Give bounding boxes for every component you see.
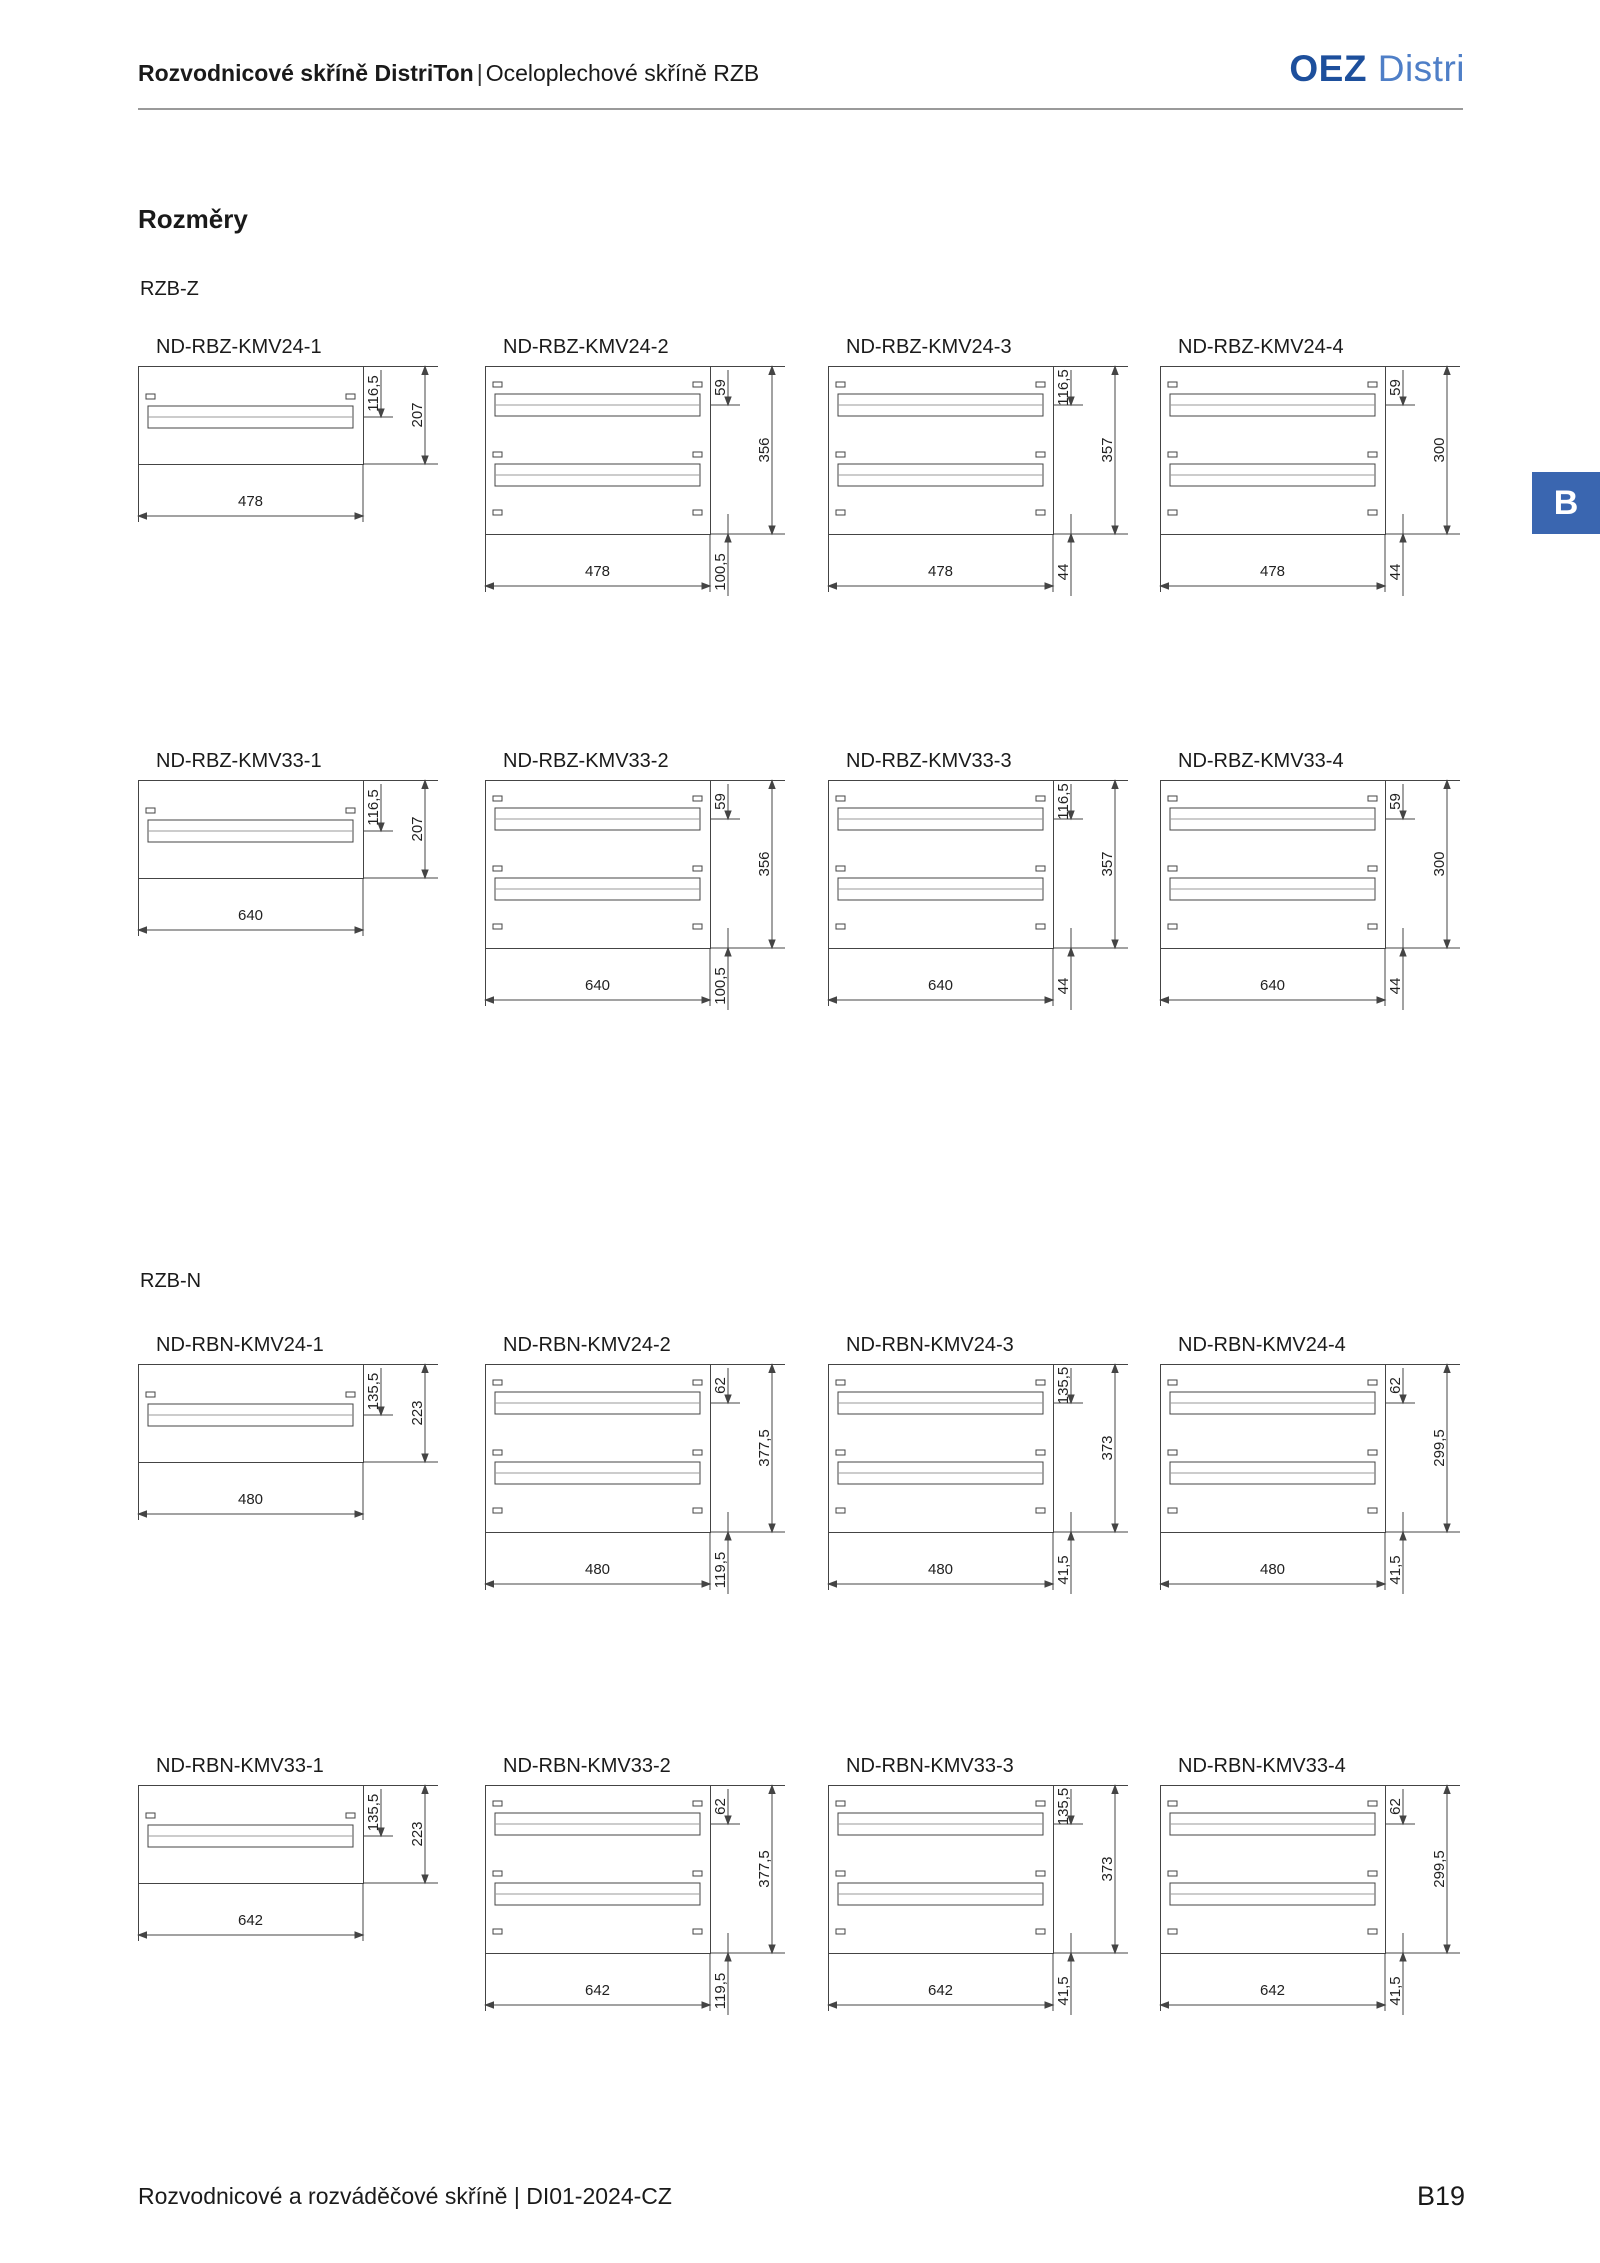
enclosure-outline — [139, 367, 364, 465]
drawing-svg — [828, 780, 1148, 1030]
height-dimension: 373 — [1099, 1856, 1116, 1882]
oez-distri-logo — [1289, 48, 1465, 90]
drawing-nd-rbn-kmv33-1 — [138, 1755, 458, 2055]
drawing-title: ND-RBZ-KMV24-1 — [156, 336, 322, 358]
enclosure-outline — [139, 1365, 364, 1463]
drawing-nd-rbz-kmv24-3 — [828, 336, 1148, 636]
height-dimension: 62 — [712, 1377, 729, 1394]
height-dimension: 59 — [1387, 793, 1404, 810]
height-dimension: 116,5 — [1055, 783, 1072, 820]
height-dimension: 41,5 — [1055, 1976, 1072, 2006]
height-dimension: 119,5 — [712, 1551, 729, 1589]
drawing-title: ND-RBN-KMV33-1 — [156, 1755, 324, 1777]
drawing-title: ND-RBZ-KMV24-4 — [1178, 336, 1344, 358]
drawing-svg — [485, 366, 805, 616]
drawing-svg — [138, 1364, 458, 1614]
drawing-nd-rbn-kmv33-2 — [485, 1755, 805, 2055]
height-dimension: 41,5 — [1387, 1976, 1404, 2006]
width-dimension: 478 — [237, 493, 264, 510]
drawing-nd-rbn-kmv24-2 — [485, 1334, 805, 1634]
height-dimension: 300 — [1431, 437, 1448, 463]
enclosure-outline — [1161, 367, 1386, 535]
drawing-svg — [828, 1364, 1148, 1614]
header-separator: | — [476, 60, 483, 86]
height-dimension: 44 — [1387, 977, 1404, 995]
height-dimension: 44 — [1055, 563, 1072, 581]
height-dimension: 207 — [409, 816, 426, 842]
page-heading: Rozměry — [138, 204, 248, 234]
height-dimension: 299,5 — [1431, 1429, 1448, 1467]
enclosure-outline — [829, 1365, 1054, 1533]
height-dimension: 59 — [712, 793, 729, 810]
height-dimension: 356 — [756, 437, 773, 463]
drawing-nd-rbz-kmv33-3 — [828, 750, 1148, 1050]
width-dimension: 640 — [584, 977, 611, 994]
enclosure-outline — [486, 1786, 711, 1954]
drawing-nd-rbz-kmv33-2 — [485, 750, 805, 1050]
header-subtitle: Oceloplechové skříně RZB — [485, 60, 760, 86]
drawing-nd-rbn-kmv24-4 — [1160, 1334, 1480, 1634]
height-dimension: 44 — [1387, 563, 1404, 581]
height-dimension: 59 — [1387, 379, 1404, 396]
drawing-svg — [828, 1785, 1148, 2035]
height-dimension: 223 — [409, 1400, 426, 1426]
height-dimension: 116,5 — [365, 375, 382, 412]
footer-text: Rozvodnicové a rozváděčové skříně | DI01-2024-CZ — [138, 2183, 672, 2209]
drawing-title: ND-RBN-KMV24-3 — [846, 1334, 1014, 1356]
drawing-title: ND-RBZ-KMV33-1 — [156, 750, 322, 772]
enclosure-outline — [486, 367, 711, 535]
width-dimension: 478 — [927, 563, 954, 580]
drawing-nd-rbn-kmv33-3 — [828, 1755, 1148, 2055]
enclosure-outline — [486, 781, 711, 949]
enclosure-outline — [139, 1786, 364, 1884]
height-dimension: 373 — [1099, 1435, 1116, 1461]
drawing-nd-rbz-kmv24-2 — [485, 336, 805, 636]
logo-oez: OEZ — [1289, 48, 1367, 89]
height-dimension: 62 — [712, 1798, 729, 1815]
width-dimension: 480 — [1259, 1561, 1286, 1578]
drawing-svg — [828, 366, 1148, 616]
drawing-svg — [1160, 1785, 1480, 2035]
height-dimension: 116,5 — [365, 789, 382, 826]
drawing-title: ND-RBN-KMV33-3 — [846, 1755, 1014, 1777]
drawing-nd-rbz-kmv33-1 — [138, 750, 458, 1050]
drawing-svg — [485, 1785, 805, 2035]
enclosure-outline — [829, 1786, 1054, 1954]
section-title-rzb-n: RZB-N — [140, 1270, 202, 1292]
drawing-nd-rbz-kmv24-4 — [1160, 336, 1480, 636]
width-dimension: 640 — [237, 907, 264, 924]
height-dimension: 119,5 — [712, 1972, 729, 2010]
height-dimension: 62 — [1387, 1377, 1404, 1394]
height-dimension: 357 — [1099, 851, 1116, 877]
enclosure-outline — [486, 1365, 711, 1533]
drawing-title: ND-RBZ-KMV33-4 — [1178, 750, 1344, 772]
drawing-svg — [138, 780, 458, 1030]
drawing-title: ND-RBZ-KMV33-2 — [503, 750, 669, 772]
drawing-svg — [1160, 780, 1480, 1030]
enclosure-outline — [829, 367, 1054, 535]
drawing-svg — [485, 780, 805, 1030]
width-dimension: 478 — [584, 563, 611, 580]
width-dimension: 642 — [584, 1982, 611, 1999]
enclosure-outline — [829, 781, 1054, 949]
drawing-title: ND-RBN-KMV24-4 — [1178, 1334, 1346, 1356]
height-dimension: 135,5 — [1055, 1366, 1072, 1405]
height-dimension: 357 — [1099, 437, 1116, 463]
height-dimension: 300 — [1431, 851, 1448, 877]
drawing-nd-rbn-kmv24-3 — [828, 1334, 1148, 1634]
drawing-nd-rbz-kmv33-4 — [1160, 750, 1480, 1050]
height-dimension: 135,5 — [365, 1372, 382, 1411]
drawing-nd-rbn-kmv24-1 — [138, 1334, 458, 1634]
running-header — [138, 60, 759, 87]
height-dimension: 116,5 — [1055, 369, 1072, 406]
section-title-rzb-z: RZB-Z — [140, 278, 199, 300]
drawing-svg — [138, 366, 458, 616]
height-dimension: 135,5 — [1055, 1787, 1072, 1826]
height-dimension: 223 — [409, 1821, 426, 1847]
width-dimension: 480 — [927, 1561, 954, 1578]
page-number: B19 — [1416, 2181, 1465, 2211]
width-dimension: 640 — [927, 977, 954, 994]
drawing-title: ND-RBZ-KMV24-2 — [503, 336, 669, 358]
logo-distri: Distri — [1377, 48, 1465, 89]
width-dimension: 642 — [237, 1912, 264, 1929]
drawing-title: ND-RBN-KMV33-4 — [1178, 1755, 1346, 1777]
height-dimension: 41,5 — [1387, 1555, 1404, 1585]
drawing-title: ND-RBN-KMV24-1 — [156, 1334, 324, 1356]
width-dimension: 640 — [1259, 977, 1286, 994]
width-dimension: 642 — [927, 1982, 954, 1999]
width-dimension: 480 — [237, 1491, 264, 1508]
width-dimension: 478 — [1259, 563, 1286, 580]
width-dimension: 642 — [1259, 1982, 1286, 1999]
drawing-title: ND-RBN-KMV24-2 — [503, 1334, 671, 1356]
enclosure-outline — [139, 781, 364, 879]
drawing-svg — [138, 1785, 458, 2035]
drawing-nd-rbn-kmv33-4 — [1160, 1755, 1480, 2055]
drawing-title: ND-RBN-KMV33-2 — [503, 1755, 671, 1777]
drawing-svg — [485, 1364, 805, 1614]
height-dimension: 100,5 — [712, 553, 729, 591]
enclosure-outline — [1161, 1365, 1386, 1533]
height-dimension: 377,5 — [756, 1850, 773, 1888]
drawing-nd-rbz-kmv24-1 — [138, 336, 458, 636]
height-dimension: 100,5 — [712, 967, 729, 1005]
header-rule — [138, 108, 1463, 110]
enclosure-outline — [1161, 1786, 1386, 1954]
height-dimension: 41,5 — [1055, 1555, 1072, 1585]
drawing-svg — [1160, 1364, 1480, 1614]
drawing-title: ND-RBZ-KMV24-3 — [846, 336, 1012, 358]
height-dimension: 299,5 — [1431, 1850, 1448, 1888]
height-dimension: 59 — [712, 379, 729, 396]
width-dimension: 480 — [584, 1561, 611, 1578]
height-dimension: 135,5 — [365, 1793, 382, 1832]
height-dimension: 356 — [756, 851, 773, 877]
height-dimension: 62 — [1387, 1798, 1404, 1815]
drawing-title: ND-RBZ-KMV33-3 — [846, 750, 1012, 772]
height-dimension: 207 — [409, 402, 426, 428]
drawing-svg — [1160, 366, 1480, 616]
section-tab-b: B — [1532, 472, 1600, 534]
header-title: Rozvodnicové skříně DistriTon — [138, 60, 474, 86]
height-dimension: 377,5 — [756, 1429, 773, 1467]
enclosure-outline — [1161, 781, 1386, 949]
height-dimension: 44 — [1055, 977, 1072, 995]
